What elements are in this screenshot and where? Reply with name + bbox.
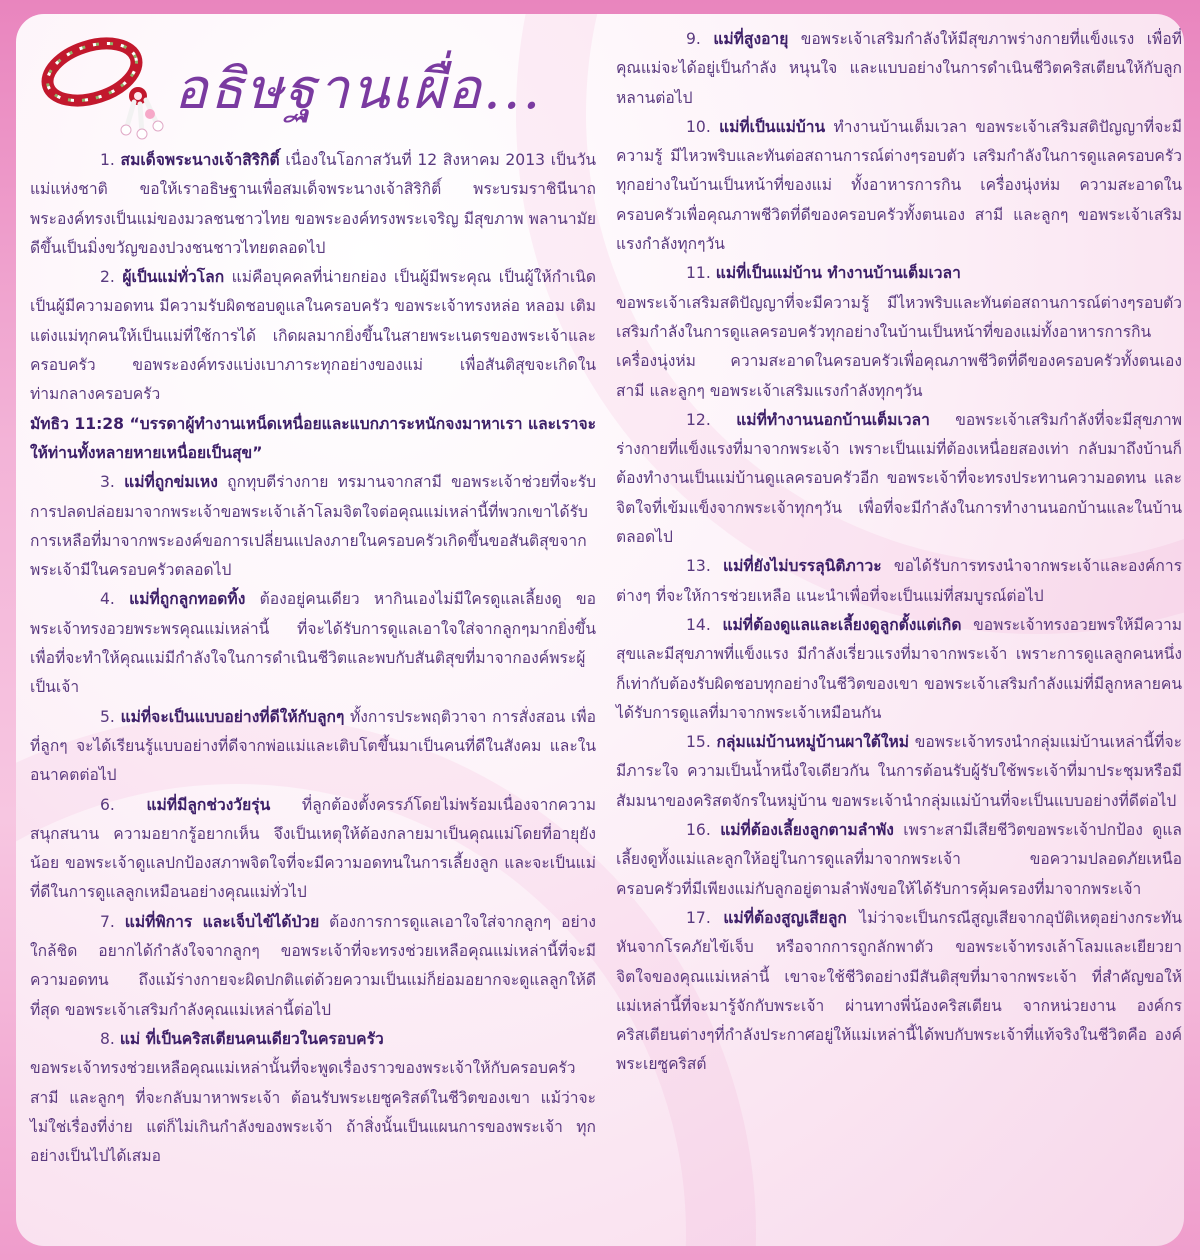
item-heading: แม่ที่เป็นแม่บ้าน [719, 117, 826, 136]
item-number: 7. [100, 912, 115, 931]
page-title: อธิษฐานเผื่อ... [174, 57, 543, 122]
prayer-item [30, 791, 596, 908]
item-number: 10. [686, 117, 711, 136]
item-number: 3. [100, 473, 115, 492]
prayer-item [616, 25, 1182, 113]
item-heading: แม่ที่ต้องดูแลและเลี้ยงดูลูกตั้งแต่เกิด [722, 615, 962, 634]
prayer-item [30, 908, 596, 1025]
item-body: ถูกทุบตีร่างกาย ทรมานจากสามี ขอพระเจ้าช่วยที่จะรับการปลดปล่อยมาจากพระเจ้าขอพระเจ้าเล้าโลมจิตใจต่อคุณแม่เหล่านี้ที่พวกเขาได้รับการเหลือที่มาจากพระองค์ขอการเปลี่ยนแปลงภายในครอบครัวเกิดขึ้นขอสันติสุขจากพระเจ้ามีในครอบครัวตลอดไป [30, 473, 596, 580]
item-body: ที่ลูกต้องตั้งครรภ์โดยไม่พร้อมเนื่องจากความสนุกสนาน ความอยากรู้อยากเห็น จึงเป็นเหตุให้ต้องกลายมาเป็นคุณแม่โดยที่อายุยังน้อย ขอพระเจ้าดูแลปกป้องสภาพจิตใจที่จะมีความอดทนในการเลี้ยงลูก และจะเป็นแม่ที่ดีในการดูแลลูกเหมือนอย่างคุณแม่ทั่วไป [30, 795, 596, 902]
item-body: ทั้งการประพฤติวาจา การสั่งสอน เพื่อที่ลูกๆ จะได้เรียนรู้แบบอย่างที่ดีจากพ่อแม่และเติบโตขึ้นมาเป็นคนที่ดีในสังคม และในอนาคตต่อไป [30, 707, 596, 785]
item-number: 12. [686, 410, 711, 429]
item-number: 1. [100, 151, 115, 169]
prayer-item [616, 728, 1182, 816]
item-heading: แม่ที่ยังไม่บรรลุนิติภาวะ [723, 557, 882, 576]
item-body: ขอได้รับการทรงนำจากพระเจ้าและองค์การต่างๆ ที่จะให้การช่วยเหลือ แนะนำเพื่อที่จะเป็นแม่ที่สมบูรณ์ต่อไป [616, 557, 1182, 605]
item-body: ทำงานบ้านเต็มเวลา ขอพระเจ้าเสริมสติปัญญาที่จะมีความรู้ มีไหวพริบและทันต่อสถานการณ์ต่างๆรอบตัว เสริมกำลังในการดูแลครอบครัว ทุกอย่างในบ้านเป็นหน้าที่ของแม่ ทั้งอาหารการกิน เครื่องนุ่งห่ม ความสะอาดในครอบครัวเพื่อคุณภาพชีวิตที่ดีของครอบครัวทั้งตนเอง สามี และลูกๆ ขอพระเจ้าเสริมแรงกำลังทุกๆวัน [616, 117, 1182, 254]
prayer-item [30, 1025, 596, 1054]
jasmine-garland-icon [34, 30, 174, 140]
item-number: 11. [686, 264, 711, 283]
item-heading: แม่ที่มีลูกช่วงวัยรุ่น [146, 795, 271, 814]
prayer-item [616, 113, 1182, 259]
item-heading: แม่ที่ถูกข่มเหง [124, 473, 218, 492]
item-heading: สมเด็จพระนางเจ้าสิริกิติ์ [120, 151, 280, 169]
item-body: ต้องอยู่คนเดียว หากินเองไม่มีใครดูแลเลี้ยงดู ขอพระเจ้าทรงอวยพระพรคุณแม่เหล่านี้ ที่จะได้รับการดูแลเอาใจใส่จากลูกๆมากยิ่งขึ้น เพื่อที่จะทำให้คุณแม่มีกำลังใจในการดำเนินชีวิตและพบกับสันติสุขที่มาจากองค์พระผู้เป็นเจ้า [30, 590, 596, 697]
item-body: ขอพระเจ้าทรงช่วยเหลือคุณแม่เหล่านั้นที่จะพูดเรื่องราวของพระเจ้าให้กับครอบครัว สามี และลูกๆ ที่จะกลับมาหาพระเจ้า ต้อนรับพระเยซูคริสต์ในชีวิตของเขา แม้ว่าจะไม่ใช่เรื่องที่ง่าย แต่ก็ไม่เกินกำลังของพระเจ้า ถ้าสิ่งนั้นเป็นแผนการของพระเจ้า ทุกอย่างเป็นไปได้เสมอ [30, 1059, 596, 1166]
item-heading: แม่ที่พิการ และเจ็บไข้ได้ป่วย [124, 912, 320, 931]
item-heading: แม่ที่ต้องสูญเสียลูก [723, 908, 847, 927]
item-heading: แม่ ที่เป็นคริสเตียนคนเดียวในครอบครัว [119, 1029, 384, 1048]
item-heading: ผู้เป็นแม่ทั่วโลก [122, 268, 225, 287]
item-number: 9. [686, 30, 701, 48]
item-heading: แม่ที่ทำงานนอกบ้านเต็มเวลา [736, 410, 930, 429]
item-number: 13. [686, 557, 711, 576]
item-number: 15. [686, 733, 711, 752]
prayer-item [30, 468, 596, 585]
content-panel [16, 14, 1184, 1246]
prayer-item [616, 816, 1182, 904]
item-body: แม่คือบุคคลที่น่ายกย่อง เป็นผู้มีพระคุณ เป็นผู้ให้กำเนิด เป็นผู้มีความอดทน มีความรับผิดชอบดูแลในครอบครัว ขอพระเจ้าทรงหล่อ หลอม เติม แต่งแม่ทุกคนให้เป็นแม่ที่ใช้การได้ เกิดผลมากยิ่งขึ้นในสายพระเนตรของพระเจ้าและครอบครัว ขอพระองค์ทรงแบ่งเบาภาระทุกอย่างของแม่ เพื่อสันติสุขจะเกิดในท่ามกลางครอบครัว [30, 268, 596, 404]
item-heading: แม่ที่เป็นแม่บ้าน ทำงานบ้านเต็มเวลา [715, 264, 961, 283]
item-number: 6. [100, 795, 115, 814]
item-body: ขอพระเจ้าเสริมกำลังที่จะมีสุขภาพร่างกายที่แข็งแรงที่มาจากพระเจ้า เพราะเป็นแม่ที่ต้องเหนื่อยสองเท่า กลับมาถึงบ้านก็ต้องทำงานเป็นแม่บ้านดูแลครอบครัวอีก ขอพระเจ้าที่จะทรงประทานความอดทน และจิตใจที่เข้มแข็งจากพระเจ้าทุกๆวัน เพื่อที่จะมีกำลังในการทำงานนอกบ้านและในบ้านตลอดไป [616, 410, 1182, 547]
item-body: เนื่องในโอกาสวันที่ 12 สิงหาคม 2013 เป็นวันแม่แห่งชาติ ขอให้เราอธิษฐานเพื่อสมเด็จพระนางเจ้าสิริกิติ์ พระบรมราชินีนาถ พระองค์ทรงเป็นแม่ของมวลชนชาวไทย ขอพระองค์ทรงพระเจริญ มีสุขภาพ พลานามัยดีขึ้นเป็นมิ่งขวัญของปวงชนชาวไทยตลอดไป [30, 151, 596, 257]
item-body: ขอพระเจ้าทรงอวยพรให้มีความสุขและมีสุขภาพที่แข็งแรง มีกำลังเรี่ยวแรงที่มาจากพระเจ้า เพราะการดูแลลูกคนหนึ่งก็เท่ากับต้องรับผิดชอบทุกอย่างในชีวิตของเขา ขอพระเจ้าเสริมกำลังแม่ที่มีลูกหลายคนได้รับการดูแลที่มาจากพระเจ้าเหมือนกัน [616, 615, 1182, 722]
item-number: 17. [686, 908, 711, 927]
prayer-item [616, 611, 1182, 728]
item-number: 2. [100, 268, 115, 287]
item-body: ขอพระเจ้าทรงนำกลุ่มแม่บ้านเหล่านี้ที่จะมีภาระใจ ความเป็นน้ำหนึ่งใจเดียวกัน ในการต้อนรับผู้รับใช้พระเจ้าที่มาประชุมหรือมีสัมมนาของคริสตจักรในหมู่บ้าน ขอพระเจ้านำกลุ่มแม่บ้านที่จะเป็นแบบอย่างที่ดีต่อไป [616, 733, 1182, 810]
scripture-quote: มัทธิว 11:28 “บรรดาผู้ทำงานเหน็ดเหนื่อยและแบกภาระหนักจงมาหาเรา และเราจะให้ท่านทั้งหลายหายเหนื่อยเป็นสุข” [30, 414, 596, 462]
item-number: 4. [100, 590, 115, 609]
item-number: 8. [100, 1029, 115, 1048]
item-heading: แม่ที่สูงอายุ [713, 30, 789, 48]
prayer-item [30, 585, 596, 702]
prayer-item [30, 703, 596, 791]
item-body: เพราะสามีเสียชีวิตขอพระเจ้าปกป้อง ดูแลเลี้ยงดูทั้งแม่และลูกให้อยู่ในการดูแลที่มาจากพระเจ้า ขอความปลอดภัยเหนือครอบครัวที่มีเพียงแม่กับลูกอยู่ตามลำพังขอให้ได้รับการคุ้มครองที่มาจากพระเจ้า [616, 821, 1182, 898]
prayer-item [616, 552, 1182, 611]
left-column [30, 146, 596, 1171]
item-heading: แม่ที่จะเป็นแบบอย่างที่ดีให้กับลูกๆ [120, 707, 345, 726]
item-heading: แม่ที่ถูกลูกทอดทิ้ง [129, 590, 246, 609]
prayer-item [30, 146, 596, 263]
item-number: 14. [686, 615, 711, 634]
prayer-item [616, 904, 1182, 1080]
item-number: 16. [686, 821, 711, 840]
prayer-item [616, 259, 1182, 288]
item-number: 5. [100, 707, 115, 726]
item-heading: กลุ่มแม่บ้านหมู่บ้านผาใต้ใหม่ [716, 733, 910, 752]
item-body: ขอพระเจ้าเสริมกำลังให้มีสุขภาพร่างกายที่แข็งแรง เพื่อที่คุณแม่จะได้อยู่เป็นกำลัง หนุนใจ และแบบอย่างในการดำเนินชีวิตคริสเตียนให้กับลูกหลานต่อไป [616, 30, 1182, 107]
right-column [616, 25, 1182, 1080]
prayer-item [616, 406, 1182, 552]
item-body: ไม่ว่าจะเป็นกรณีสูญเสียจากอุบัติเหตุอย่างกระทันหันจากโรคภัยไข้เจ็บ หรือจากการถูกลักพาตัว ขอพระเจ้าทรงเล้าโลมและเยียวยาจิตใจของคุณแม่เหล่านี้ เขาจะใช้ชีวิตอย่างมีสันติสุขที่มาจากพระเจ้า ที่สำคัญขอให้แม่เหล่านี้ที่จะมารู้จักกับพระเจ้า ผ่านทางพี่น้องคริสเตียน จากหน่วยงาน องค์กรคริสเตียนต่างๆที่กำลังประกาศอยู่ให้แม่เหล่านี้ได้พบกับพระเจ้าที่แท้จริงในชีวิตคือ องค์พระเยซูคริสต์ [616, 908, 1182, 1074]
prayer-item [30, 263, 596, 409]
item-body: ต้องการการดูแลเอาใจใส่จากลูกๆ อย่างใกล้ชิด อยากได้กำลังใจจากลูกๆ ขอพระเจ้าที่จะทรงช่วยเหลือคุณแม่เหล่านี้ที่จะมีความอดทน ถึงแม้ร่างกายจะผิดปกติแต่ด้วยความเป็นแม่ก็ย่อมอยากจะดูแลลูกให้ดีที่สุด ขอพระเจ้าเสริมกำลังคุณแม่เหล่านี้ต่อไป [30, 912, 596, 1019]
item-heading: แม่ที่ต้องเลี้ยงลูกตามลำพัง [720, 821, 894, 840]
item-body: ขอพระเจ้าเสริมสติปัญญาที่จะมีความรู้ มีไหวพริบและทันต่อสถานการณ์ต่างๆรอบตัวเสริมกำลังในการดูแลครอบครัวทุกอย่างในบ้านเป็นหน้าที่ของแม่ทั้งอาหารการกิน เครื่องนุ่งห่ม ความสะอาดในครอบครัวเพื่อคุณภาพชีวิตที่ดีของครอบครัวทั้งตนเอง สามี และลูกๆ ขอพระเจ้าเสริมแรงกำลังทุกๆวัน [616, 293, 1182, 400]
